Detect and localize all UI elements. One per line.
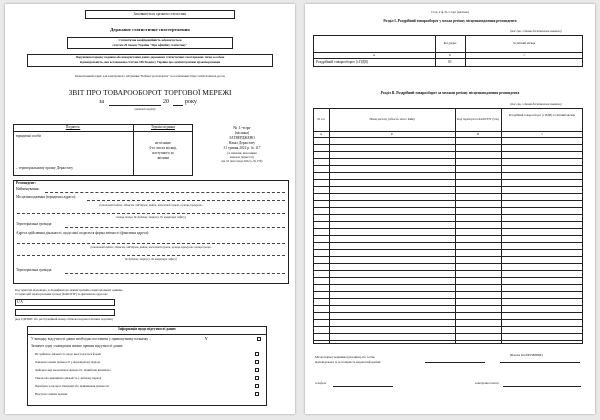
form-page-2: [305, 4, 595, 414]
section-1-row-label: Роздрібний товарооборот (з ПДВ): [316, 60, 368, 64]
form-code: № 1-торг: [233, 125, 251, 130]
section-2-head-1: 1: [541, 132, 543, 136]
signature-label-2: відповідальної за достовірність наданої інформації: [315, 360, 381, 364]
missing-data-mark: V: [205, 337, 208, 341]
section-1-head-a: А: [372, 53, 376, 57]
location-hint: (поштовий індекс, область /АР Крим, район, населений пункт, вулиця /провулок,: [99, 203, 203, 207]
reason-3-label: Здійснює вид економічної діяльності, інший ніж визначено: [35, 368, 111, 372]
section-2-table-row[interactable]: [313, 319, 583, 320]
report-title: ЗВІТ ПРО ТОВАРООБОРОТ ТОРГОВОЇ МЕРЕЖІ: [68, 88, 232, 97]
approved-amend-2: наказом Держстату: [229, 155, 255, 159]
section-2-table-row[interactable]: [313, 158, 583, 159]
agency-use-label: Заповнюється органом статистики: [133, 12, 187, 16]
signature-name-hint: (Власне ім'я ПРІЗВИЩЕ): [510, 353, 543, 357]
section-1-row-divider-2: [313, 58, 583, 59]
section-2-unit: (тис.грн, з двома десятковими знаками): [510, 102, 562, 106]
warning-line-1: Порушення порядку подання або використання даних державних статистичних спостережень тягне за собою: [75, 55, 225, 59]
section-2-head-v: В: [476, 132, 479, 136]
katottg-prefix: U A: [17, 300, 23, 304]
section-2-table-row[interactable]: [313, 340, 583, 341]
reason-5-label: Перебуває в процесі ліквідації або припинення діяльності: [35, 384, 110, 388]
section-1-col-month: За звітний місяць: [512, 41, 536, 45]
section-2-table-row[interactable]: [313, 298, 583, 299]
section-2-table-row[interactable]: [313, 207, 583, 208]
approved-label: ЗАТВЕРДЖЕНО: [229, 136, 255, 140]
section-2-col-sales: Роздрібний товарооборот (з ПДВ) за звітний місяць: [508, 113, 576, 117]
section-1-head-1: 1: [523, 53, 525, 57]
section-2-table-row[interactable]: [313, 263, 583, 264]
phone-label: телефон:: [315, 381, 327, 385]
section-1-row-divider-1: [313, 52, 583, 53]
section-2-table-row[interactable]: [313, 228, 583, 229]
approved-order: Наказ Держстату: [228, 141, 256, 145]
section-2-table-row[interactable]: [313, 186, 583, 187]
period-hint: (звітний період): [134, 107, 156, 111]
section-1-unit: (тис.грн, з двома десятковими знаками): [510, 29, 562, 33]
term-line-3: наступного за: [152, 151, 174, 155]
approved-amend-1: (зі змінами, внесеними: [227, 151, 257, 155]
katottg-line-1: Код території відповідно до Кодифікатора адміністративно-територіальних одиниць: [15, 288, 123, 292]
section-2-col-no: № з/п: [317, 117, 325, 121]
term-line-2: 4-го числа місяця,: [149, 146, 177, 150]
section-2-table-row[interactable]: [313, 333, 583, 334]
reason-5-checkbox[interactable]: [255, 384, 259, 388]
electronic-reporting-note: Безкоштовний сервіс для електронного звітування "Кабінет респондента" за посиланням: https://statzvit.ukrstat.gov.ua: [75, 74, 225, 78]
katottg-line-2: та територій територіальних громад (КАТОТТГ) за фактичною адресою:: [15, 292, 108, 296]
section-2-table-row[interactable]: [313, 249, 583, 250]
section-2-table-row[interactable]: [313, 151, 583, 152]
section-2-table-row[interactable]: [313, 214, 583, 215]
reason-6-checkbox[interactable]: [255, 392, 259, 396]
header-title: Державне статистичне спостереження: [110, 27, 190, 32]
form-frequency: (місячна): [234, 131, 250, 135]
section-2-table-row[interactable]: [313, 221, 583, 222]
section-2-table-row[interactable]: [313, 277, 583, 278]
signature-line[interactable]: [425, 362, 485, 363]
section-2-table-row[interactable]: [313, 193, 583, 194]
period-suffix: року: [185, 99, 197, 105]
activity-hint: (поштовий індекс, область /АР Крим, район, населений пункт, вулиця /провулок, площа тощо,: [90, 245, 212, 249]
respondent-name-label: Найменування:: [16, 187, 40, 191]
section-2-table-row[interactable]: [313, 305, 583, 306]
email-line[interactable]: [503, 386, 581, 387]
section-2-table-row[interactable]: [313, 144, 583, 145]
missing-data-reason-label: Зазначте одну з наведених нижче причин відсутності даних:: [31, 344, 124, 348]
submitters-table-header-line: [13, 131, 193, 132]
location-hint-2: площа тощо, № будинку /корпусу, № квартири /офісу): [116, 215, 186, 219]
signature-label-1: Місце підпису керівника (власника) або особи,: [315, 355, 376, 359]
reason-2-checkbox[interactable]: [255, 360, 259, 364]
section-2-col-region: Назва регіону (область, місто Київ): [369, 117, 415, 121]
term-line-4: звітним: [157, 156, 169, 160]
territory-line-2[interactable]: [65, 273, 285, 274]
section-2-table-row[interactable]: [313, 326, 583, 327]
territory-label-2: Територіальна громада:: [16, 268, 53, 272]
phone-line[interactable]: [333, 386, 393, 387]
katottg-code-field[interactable]: [15, 299, 115, 306]
section-2-table-row[interactable]: [313, 235, 583, 236]
activity-address-line[interactable]: [17, 243, 285, 244]
submitters-head: Подають:: [65, 125, 81, 129]
section-2-table-row[interactable]: [313, 137, 583, 138]
missing-data-intro: У випадку відсутності даних необхідно поставити у прямокутнику позначку –: [31, 337, 151, 341]
reason-1-checkbox[interactable]: [255, 352, 259, 356]
approved-date: 31 травня 2022 р. № 117: [223, 146, 261, 150]
section-2-table-row[interactable]: [313, 179, 583, 180]
activity-hint-2: № будинку /корпусу, № квартири /офісу): [125, 257, 177, 261]
edrpou-code-field[interactable]: [15, 309, 115, 316]
section-2-col-katottg: Код території за КАТОТТГ (UA): [457, 117, 499, 121]
section-1-col-code: Код рядка: [443, 41, 457, 45]
section-1-col-divider-2: [465, 35, 466, 67]
page-header: Стор. 2 ф. № 1-торг (місячна): [431, 10, 469, 14]
section-2-table-row[interactable]: [313, 172, 583, 173]
section-2-title: Розділ ІІ. Роздрібний товарооборот за межами регіону місцезнаходження респондента: [380, 91, 520, 95]
period-prefix: за: [99, 99, 105, 105]
territory-label: Територіальна громада:: [16, 222, 53, 226]
section-1-head-b: Б: [449, 53, 451, 57]
reason-4-label: Тимчасово припинила діяльність у звітному періоді: [35, 376, 102, 380]
form-page-1: [5, 4, 295, 414]
section-2-table-row[interactable]: [313, 242, 583, 243]
term-line-1: не пізніше: [154, 141, 172, 145]
section-2-table-row[interactable]: [313, 312, 583, 313]
reason-3-checkbox[interactable]: [255, 368, 259, 372]
section-2-table-row[interactable]: [313, 284, 583, 285]
reason-2-label: Однакові ознаки діяльності у відповідному періоді: [35, 360, 100, 364]
period-month-line: [109, 105, 161, 106]
section-2-head-a: А: [319, 132, 323, 136]
section-2-table-row[interactable]: [313, 256, 583, 257]
section-2-table-row[interactable]: [313, 200, 583, 201]
reason-4-checkbox[interactable]: [255, 376, 259, 380]
missing-data-title-line: [27, 334, 267, 335]
email-label: електронна пошта:: [475, 381, 500, 385]
activity-address-line-2[interactable]: [17, 255, 285, 256]
missing-data-checkbox[interactable]: [257, 337, 261, 341]
section-1-title: Розділ І. Роздрібний товарооборот у межах регіону місцезнаходження респондента: [383, 19, 517, 23]
activity-address-label: Адреса здійснення діяльності, щодо якої подається форма звітності (фактична адреса):: [16, 231, 150, 235]
warning-line-2: відповідальність, яка встановлена статтею 186³ Кодексу України про адміністративні правопорушення: [79, 60, 221, 64]
confidential-line-1: Статистична конфіденційність забезпечується: [118, 38, 182, 42]
territory-line[interactable]: [65, 227, 285, 228]
section-1-row-code: 01: [448, 60, 452, 64]
location-line[interactable]: [87, 200, 285, 201]
location-label: Місцезнаходження (юридична адреса):: [16, 195, 76, 199]
section-2-table-row[interactable]: [313, 291, 583, 292]
respondent-name-line[interactable]: [45, 192, 285, 193]
confidential-line-2: статтею 29 Закону України "Про офіційну статистику": [112, 43, 188, 47]
submitter-legal-entities: юридичні особи: [16, 134, 41, 138]
term-head: Термін подання: [150, 125, 176, 129]
section-2-head-b: Б: [391, 132, 393, 136]
period-year: 20: [163, 99, 169, 105]
edrpou-hint: (код ЄДРПОУ або реєстраційний номер облікової картки платника податків): [15, 317, 113, 321]
location-line-2[interactable]: [17, 213, 285, 214]
reason-6-label: Відсутня з інших причин: [35, 392, 68, 396]
respondent-head: Респондент:: [16, 181, 36, 185]
missing-data-title: Інформація щодо відсутності даних: [118, 327, 176, 331]
reason-1-label: Не здійснює діяльності, щодо якої подається форма: [35, 352, 102, 356]
period-year-line: [173, 105, 183, 106]
submitter-stat-office: – територіальному органу Держстату: [16, 166, 73, 170]
approved-amend-3: від 10 листопада 2022 р. № 279): [221, 159, 263, 163]
section-2-table-row[interactable]: [313, 165, 583, 166]
signature-name-line[interactable]: [500, 362, 580, 363]
section-2-table-row[interactable]: [313, 270, 583, 271]
